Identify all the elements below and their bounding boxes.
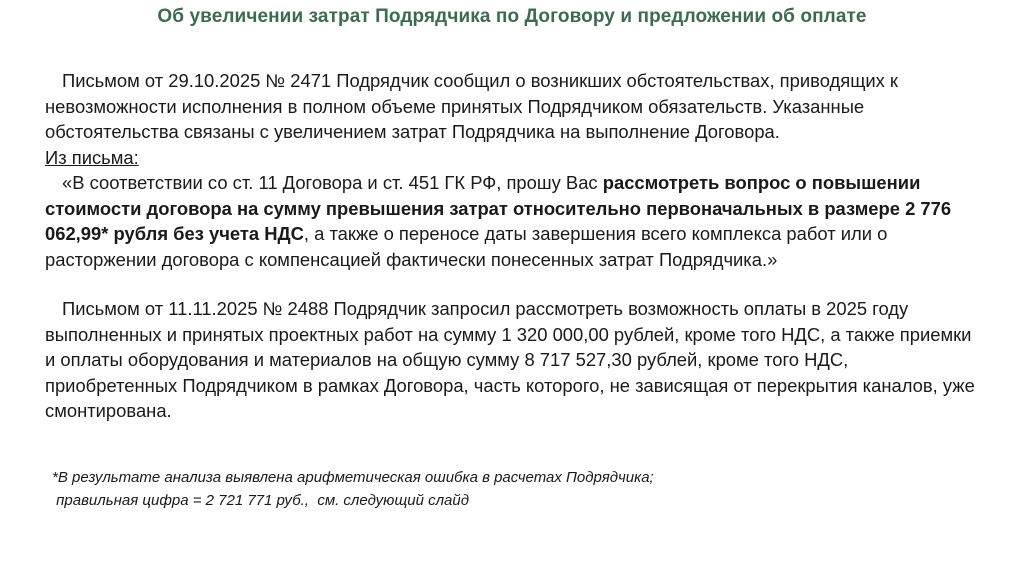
- quote-start: «В соответствии со ст. 11 Договора и ст. 451 ГК РФ, прошу Вас: [62, 172, 603, 193]
- quote-bold: рассмотреть вопрос о повышении стоимости договора на сумму превышения затрат относительно первоначальных в размере 2 776 062,99* рубля без учета НДС: [45, 172, 952, 244]
- footnote-line-1: *В результате анализа выявлена арифметическая ошибка в расчетах Подрядчика;: [52, 469, 654, 486]
- letter-1-quote: [45, 170, 985, 272]
- letter-2-section: [45, 296, 985, 424]
- paragraph-gap: [45, 272, 985, 296]
- letter-1-text: Письмом от 29.10.2025 № 2471 Подрядчик сообщил о возникших обстоятельствах, приводящих к невозможности исполнения в полном объеме принятых Подрядчиком обязательств. Указанные обстоятельства связаны с увеличением затрат Подрядчика на выполнение Договора.: [45, 70, 898, 142]
- footnote: [52, 466, 952, 512]
- quote-label: Из письма:: [45, 146, 139, 168]
- letter-1-section: [45, 68, 985, 272]
- page-title: Об увеличении затрат Подрядчика по Договору и предложении об оплате: [157, 6, 867, 27]
- slide-body: [45, 68, 985, 424]
- footnote-line-2: правильная цифра = 2 721 771 руб., см. следующий слайд: [52, 492, 470, 509]
- letter-2-text: Письмом от 11.11.2025 № 2488 Подрядчик запросил рассмотреть возможность оплаты в 2025 году выполненных и принятых проектных работ на сумму 1 320 000,00 рублей, кроме того НДС, а также приемки и оплаты оборудования и материалов на общую сумму 8 717 527,30 рублей, кроме того НДС, приобретенных Подрядчиком в рамках Договора, часть которого, не зависящая от перекрытия каналов, уже смонтирована.: [45, 298, 975, 421]
- quote-end: , а также о переносе даты завершения всего комплекса работ или о расторжении договора с компенсацией фактически понесенных затрат Подрядчика.»: [45, 223, 888, 270]
